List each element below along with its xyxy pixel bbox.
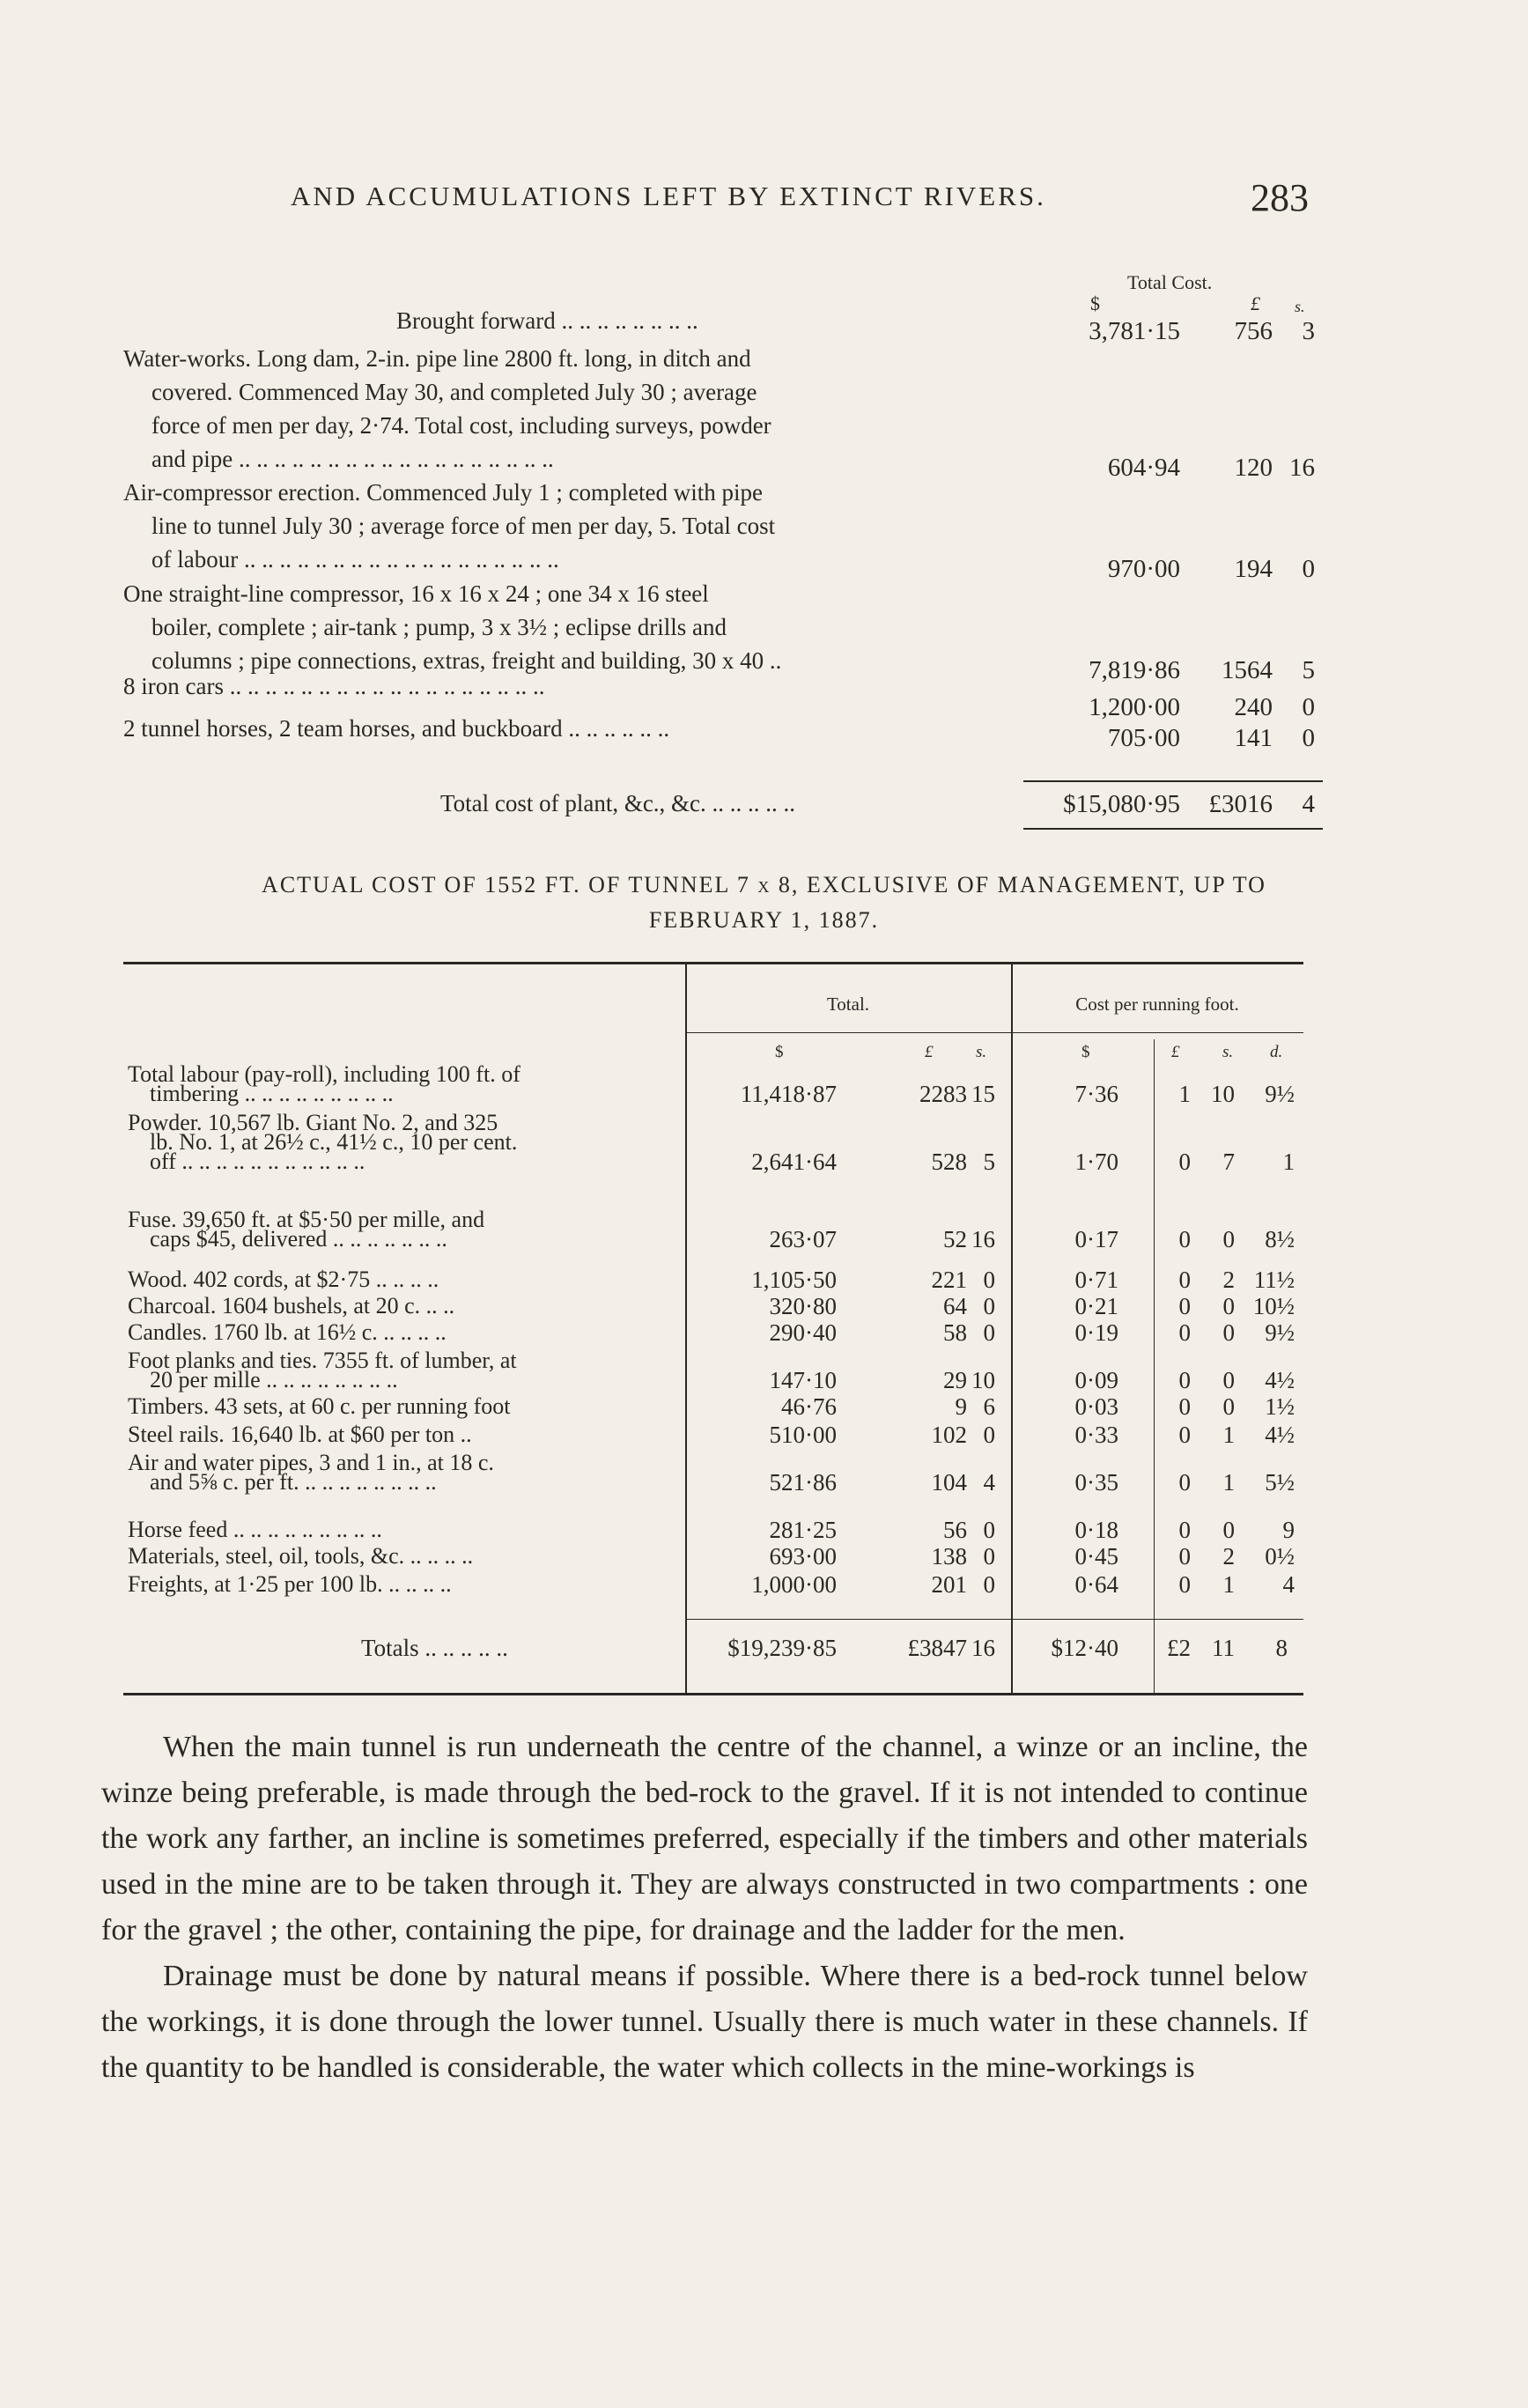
table-cell-dollars: 147·10 <box>769 1367 837 1393</box>
table-cell-run-pounds: 0 <box>1178 1367 1191 1393</box>
table-cell-run-shillings: 0 <box>1222 1226 1235 1252</box>
table-row-label: Fuse. 39,650 ft. at $5·50 per mille, and <box>128 1207 485 1232</box>
upper-total-shillings: 4 <box>1302 790 1315 818</box>
table-cell-run-shillings: 0 <box>1222 1517 1235 1543</box>
group-total-heading: Total. <box>826 993 870 1015</box>
table-cell-run-pounds: 1 <box>1178 1081 1191 1107</box>
table-row-label: 20 per mille .. .. .. .. .. .. .. .. <box>150 1367 398 1392</box>
upper-shillings: 0 <box>1302 555 1315 583</box>
table-cell-run-pence: 5½ <box>1265 1469 1295 1496</box>
table-cell-run-pence: 4 <box>1282 1571 1295 1598</box>
table-totals-run-shillings: 11 <box>1212 1635 1235 1661</box>
table-cell-run-dollars: 1·70 <box>1074 1149 1118 1175</box>
unit-dollar: $ <box>775 1043 784 1061</box>
table-totals-shillings: 16 <box>971 1635 995 1661</box>
table-cell-run-pounds: 0 <box>1178 1469 1191 1496</box>
table-cell-pounds: 52 <box>943 1226 967 1252</box>
table-cell-run-pence: 9½ <box>1265 1081 1295 1107</box>
table-row-label: Foot planks and ties. 7355 ft. of lumber, at <box>128 1348 517 1373</box>
table-cell-shillings: 10 <box>971 1367 995 1393</box>
upper-pounds: 1564 <box>1222 656 1273 684</box>
table-bottom-rule <box>123 1693 1303 1695</box>
upper-dollars: 705·00 <box>1107 724 1180 752</box>
upper-row-label: 2 tunnel horses, 2 team horses, and buckboard .. .. .. .. .. .. <box>123 715 670 742</box>
table-cell-run-pence: 8½ <box>1265 1226 1295 1252</box>
table-cell-dollars: 510·00 <box>769 1422 837 1448</box>
table-cell-run-shillings: 0 <box>1222 1393 1235 1420</box>
running-title: AND ACCUMULATIONS LEFT BY EXTINCT RIVERS. <box>291 181 1046 211</box>
unit-pence-run: d. <box>1270 1043 1283 1061</box>
table-cell-run-pounds: 0 <box>1178 1319 1191 1346</box>
table-totals-run-dollars: $12·40 <box>1051 1635 1118 1661</box>
table-cell-run-dollars: 0·33 <box>1074 1422 1118 1448</box>
table-vline-2 <box>1011 964 1013 1693</box>
table-cell-run-dollars: 0·21 <box>1074 1293 1118 1319</box>
table-cell-run-shillings: 0 <box>1222 1293 1235 1319</box>
table-totals-run-pence: 8 <box>1275 1635 1288 1661</box>
unit-pound: £ <box>925 1043 934 1061</box>
upper-pounds: 120 <box>1234 454 1273 482</box>
upper-row-label: covered. Commenced May 30, and completed July 30 ; average <box>151 379 757 405</box>
table-row-label: off .. .. .. .. .. .. .. .. .. .. .. <box>150 1149 365 1174</box>
upper-row-label: force of men per day, 2·74. Total cost, including surveys, powder <box>151 412 771 439</box>
table-cell-run-pounds: 0 <box>1178 1226 1191 1252</box>
upper-row-label: 8 iron cars .. .. .. .. .. .. .. .. .. .. .. .. .. .. .. .. .. .. <box>123 673 545 699</box>
upper-shillings: 0 <box>1302 693 1315 721</box>
table-cell-run-pence: 9½ <box>1265 1319 1295 1346</box>
table-cell-run-pounds: 0 <box>1178 1571 1191 1598</box>
paragraph: When the main tunnel is run underneath the centre of the channel, a winze or an incline, the winze being preferable, is made through the bed-rock to the gravel. If it is not intended to continue the work any farther, an incline is sometimes preferred, especially if the timbers and other materials used in the mine are to be taken through it. They are always constructed in two compartments : one for the gravel ; the other, containing the pipe, for drainage and the ladder for the men. <box>101 1731 1308 1946</box>
table-cell-run-pounds: 0 <box>1178 1149 1191 1175</box>
table-cell-run-pounds: 0 <box>1178 1543 1191 1570</box>
page-number: 283 <box>1251 176 1309 219</box>
table-cell-dollars: 290·40 <box>769 1319 837 1346</box>
table-group-rule <box>685 1032 1303 1033</box>
upper-row-label: of labour .. .. .. .. .. .. .. .. .. .. .. .. .. .. .. .. .. .. <box>151 546 559 572</box>
table-caption-line2: FEBRUARY 1, 1887. <box>648 907 880 933</box>
table-cell-pounds: 9 <box>955 1393 967 1420</box>
table-cell-run-dollars: 0·09 <box>1074 1367 1118 1393</box>
table-cell-pounds: 102 <box>931 1422 967 1448</box>
table-cell-dollars: 263·07 <box>769 1226 837 1252</box>
table-cell-run-shillings: 1 <box>1222 1571 1235 1598</box>
col-shilling: s. <box>1295 298 1305 315</box>
upper-dollars: 7,819·86 <box>1089 656 1180 684</box>
table-cell-run-pounds: 0 <box>1178 1267 1191 1293</box>
table-row-label: Freights, at 1·25 per 100 lb. .. .. .. .. <box>128 1571 452 1597</box>
table-cell-shillings: 16 <box>971 1226 995 1252</box>
table-row-label: caps $45, delivered .. .. .. .. .. .. .. <box>150 1226 447 1252</box>
table-cell-shillings: 0 <box>983 1517 995 1543</box>
table-row-label: Horse feed .. .. .. .. .. .. .. .. .. <box>128 1517 382 1542</box>
table-totals-pounds: £3847 <box>907 1635 967 1661</box>
table-cell-run-dollars: 0·45 <box>1074 1543 1118 1570</box>
table-cell-run-dollars: 0·19 <box>1074 1319 1118 1346</box>
table-cell-pounds: 58 <box>943 1319 967 1346</box>
table-cell-shillings: 0 <box>983 1571 995 1598</box>
table-cell-dollars: 521·86 <box>769 1469 837 1496</box>
table-row-label: Candles. 1760 lb. at 16½ c. .. .. .. .. <box>128 1319 447 1345</box>
table-cell-run-pence: 1½ <box>1265 1393 1295 1420</box>
upper-shillings: 3 <box>1302 317 1315 345</box>
upper-row-label: boiler, complete ; air-tank ; pump, 3 x 3½ ; eclipse drills and <box>151 614 727 640</box>
upper-dollars: 970·00 <box>1107 555 1180 583</box>
table-cell-shillings: 4 <box>983 1469 995 1496</box>
table-cell-run-pence: 0½ <box>1265 1543 1295 1570</box>
table-cell-run-pence: 10½ <box>1252 1293 1295 1319</box>
table-cell-run-pounds: 0 <box>1178 1293 1191 1319</box>
upper-total-label: Total cost of plant, &c., &c. .. .. .. .. .. <box>440 790 796 816</box>
total-cost-heading: Total Cost. <box>1127 271 1213 293</box>
upper-row-label: columns ; pipe connections, extras, freight and building, 30 x 40 .. <box>151 647 782 674</box>
table-cell-run-shillings: 2 <box>1222 1543 1235 1570</box>
table-cell-shillings: 0 <box>983 1319 995 1346</box>
table-totals-rule <box>685 1619 1303 1620</box>
table-cell-run-shillings: 2 <box>1222 1267 1235 1293</box>
table-cell-run-pence: 1 <box>1282 1149 1295 1175</box>
upper-row-label: Air-compressor erection. Commenced July 1 ; completed with pipe <box>123 479 764 506</box>
table-cell-dollars: 46·76 <box>781 1393 837 1420</box>
table-cell-run-shillings: 0 <box>1222 1367 1235 1393</box>
table-vline-3 <box>1154 1039 1155 1693</box>
table-cell-dollars: 693·00 <box>769 1543 837 1570</box>
unit-dollar-run: $ <box>1081 1043 1090 1061</box>
upper-pounds: 756 <box>1234 317 1273 345</box>
table-row-label: Powder. 10,567 lb. Giant No. 2, and 325 <box>128 1110 498 1135</box>
table-cell-pounds: 221 <box>931 1267 967 1293</box>
table-totals-dollars: $19,239·85 <box>727 1635 837 1661</box>
table-cell-run-shillings: 1 <box>1222 1422 1235 1448</box>
upper-rule-bottom <box>1023 828 1323 830</box>
table-row-label: Air and water pipes, 3 and 1 in., at 18 c. <box>128 1450 494 1475</box>
table-row-label: Materials, steel, oil, tools, &c. .. .. .. .. <box>128 1543 474 1569</box>
table-cell-dollars: 1,000·00 <box>751 1571 837 1598</box>
table-cell-shillings: 5 <box>983 1149 995 1175</box>
upper-row-label: and pipe .. .. .. .. .. .. .. .. .. .. .. .. .. .. .. .. .. .. <box>151 446 554 472</box>
upper-dollars: 604·94 <box>1107 454 1180 482</box>
table-cell-run-pounds: 0 <box>1178 1393 1191 1420</box>
running-header <box>0 176 1528 233</box>
table-cell-shillings: 0 <box>983 1422 995 1448</box>
upper-total-pounds: £3016 <box>1208 790 1273 818</box>
upper-pounds: 194 <box>1234 555 1273 583</box>
unit-pound-run: £ <box>1171 1043 1180 1061</box>
table-row-label: Timbers. 43 sets, at 60 c. per running foot <box>128 1393 511 1419</box>
table-row-label: Steel rails. 16,640 lb. at $60 per ton .. <box>128 1422 472 1447</box>
table-cell-shillings: 0 <box>983 1293 995 1319</box>
table-cell-pounds: 528 <box>931 1149 967 1175</box>
table-cell-run-dollars: 0·17 <box>1074 1226 1118 1252</box>
body-text <box>101 1725 1308 2091</box>
upper-dollars: 1,200·00 <box>1089 693 1180 721</box>
table-cell-run-pence: 11½ <box>1253 1267 1295 1293</box>
table-row-label: timbering .. .. .. .. .. .. .. .. .. <box>150 1081 394 1106</box>
table-cell-shillings: 6 <box>983 1393 995 1420</box>
table-cell-run-shillings: 1 <box>1222 1469 1235 1496</box>
table-cell-run-pence: 4½ <box>1265 1367 1295 1393</box>
upper-row-label: One straight-line compressor, 16 x 16 x 24 ; one 34 x 16 steel <box>123 580 709 607</box>
table-caption-line1: ACTUAL COST OF 1552 FT. OF TUNNEL 7 x 8, EXCLUSIVE OF MANAGEMENT, UP TO <box>262 872 1266 897</box>
table-cell-run-shillings: 7 <box>1222 1149 1235 1175</box>
upper-pounds: 240 <box>1234 693 1273 721</box>
table-cell-shillings: 15 <box>971 1081 995 1107</box>
upper-dollars: 3,781·15 <box>1089 317 1180 345</box>
table-cell-dollars: 320·80 <box>769 1293 837 1319</box>
table-row-label: Total labour (pay-roll), including 100 ft. of <box>128 1061 520 1087</box>
col-dollar: $ <box>1090 292 1100 314</box>
table-cell-shillings: 0 <box>983 1267 995 1293</box>
table-row-label: lb. No. 1, at 26½ c., 41½ c., 10 per cent. <box>150 1129 518 1155</box>
table-cell-run-pounds: 0 <box>1178 1422 1191 1448</box>
unit-shilling-run: s. <box>1222 1043 1234 1061</box>
upper-row-label: line to tunnel July 30 ; average force of men per day, 5. Total cost <box>151 513 776 539</box>
table-totals-run-pounds: £2 <box>1167 1635 1191 1661</box>
table-row-label: Charcoal. 1604 bushels, at 20 c. .. .. <box>128 1293 455 1318</box>
table-cell-pounds: 29 <box>943 1367 967 1393</box>
table-cell-run-dollars: 0·64 <box>1074 1571 1118 1598</box>
group-running-heading: Cost per running foot. <box>1075 993 1239 1015</box>
table-cell-run-dollars: 7·36 <box>1074 1081 1118 1107</box>
table-row-label: and 5⅝ c. per ft. .. .. .. .. .. .. .. .. <box>150 1469 437 1495</box>
table-cell-run-dollars: 0·35 <box>1074 1469 1118 1496</box>
table-top-rule <box>123 962 1303 964</box>
upper-shillings: 5 <box>1302 656 1315 684</box>
table-cell-run-pence: 4½ <box>1265 1422 1295 1448</box>
table-totals-label: Totals .. .. .. .. .. <box>361 1635 508 1661</box>
table-cell-shillings: 0 <box>983 1543 995 1570</box>
table-cell-pounds: 138 <box>931 1543 967 1570</box>
col-pound: £ <box>1251 292 1260 314</box>
table-row-label: Wood. 402 cords, at $2·75 .. .. .. .. <box>128 1267 439 1292</box>
table-cell-dollars: 281·25 <box>769 1517 837 1543</box>
table-cell-run-dollars: 0·03 <box>1074 1393 1118 1420</box>
table-cell-pounds: 56 <box>943 1517 967 1543</box>
upper-shillings: 16 <box>1289 454 1315 482</box>
table-cell-pounds: 64 <box>943 1293 967 1319</box>
table-cell-run-pounds: 0 <box>1178 1517 1191 1543</box>
table-cell-dollars: 2,641·64 <box>751 1149 837 1175</box>
table-cell-dollars: 1,105·50 <box>751 1267 837 1293</box>
unit-shilling: s. <box>976 1043 987 1061</box>
table-cell-pounds: 201 <box>931 1571 967 1598</box>
upper-row-label: Brought forward .. .. .. .. .. .. .. .. <box>396 307 698 334</box>
table-cell-run-pence: 9 <box>1282 1517 1295 1543</box>
table-cell-pounds: 2283 <box>919 1081 967 1107</box>
upper-rule-top <box>1023 780 1323 782</box>
upper-shillings: 0 <box>1302 724 1315 752</box>
table-cell-run-dollars: 0·18 <box>1074 1517 1118 1543</box>
upper-pounds: 141 <box>1234 724 1273 752</box>
upper-row-label: Water-works. Long dam, 2-in. pipe line 2800 ft. long, in ditch and <box>123 345 751 372</box>
table-cell-dollars: 11,418·87 <box>740 1081 837 1107</box>
upper-total-dollars: $15,080·95 <box>1063 790 1180 818</box>
table-cell-pounds: 104 <box>931 1469 967 1496</box>
table-cell-run-shillings: 0 <box>1222 1319 1235 1346</box>
paragraph: Drainage must be done by natural means if possible. Where there is a bed-rock tunnel below the workings, it is done through the lower tunnel. Usually there is much water in these channels. If the quantity to be handled is considerable, the water which collects in the mine-workings is <box>101 1960 1308 2084</box>
table-cell-run-shillings: 10 <box>1211 1081 1235 1107</box>
table-cell-run-dollars: 0·71 <box>1074 1267 1118 1293</box>
table-vline-1 <box>685 964 687 1693</box>
